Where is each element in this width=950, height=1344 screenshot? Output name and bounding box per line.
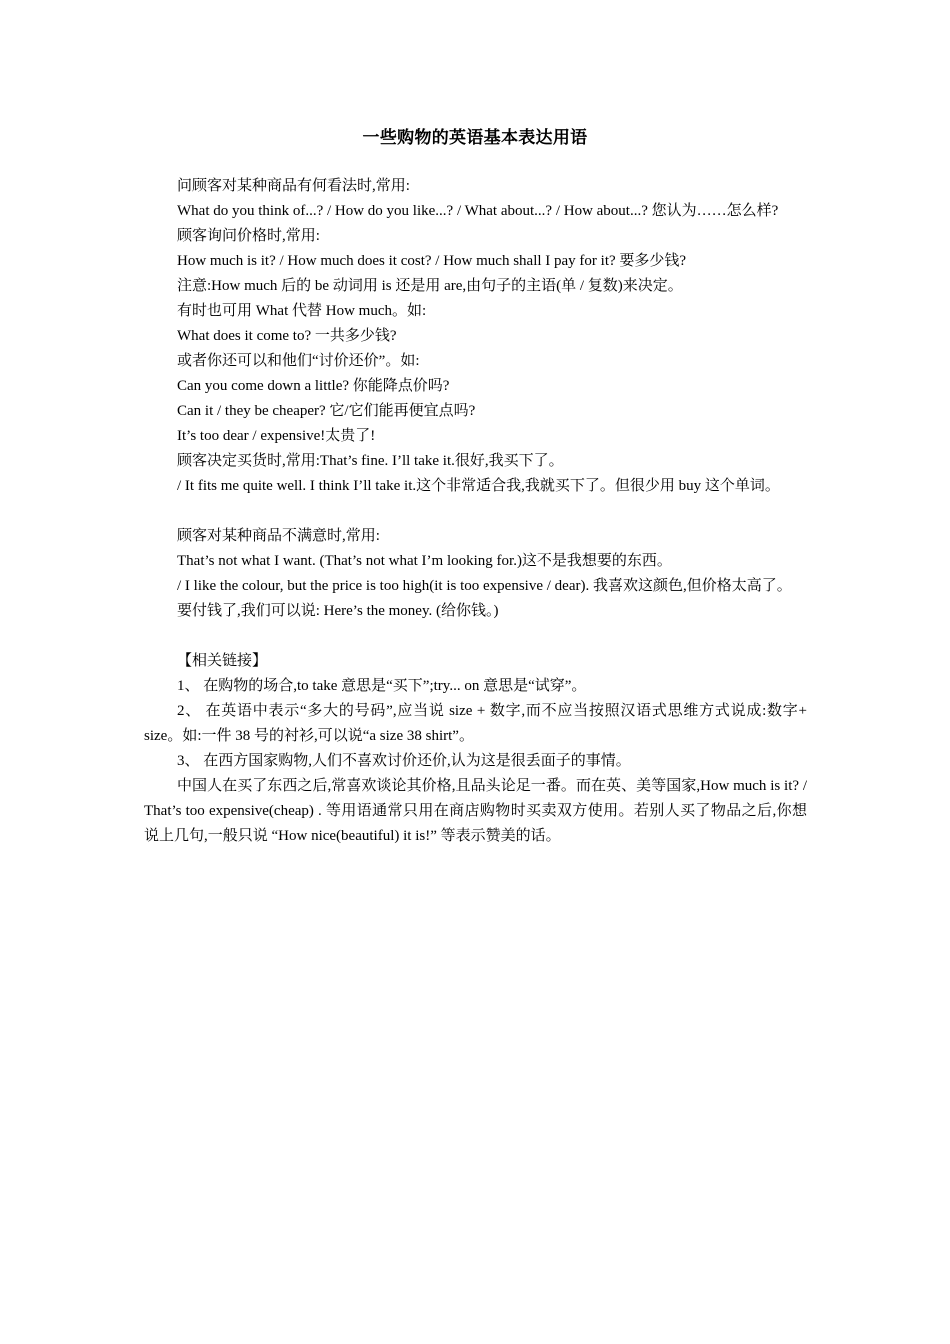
paragraph: That’s not what I want. (That’s not what I’m looking for.)这不是我想要的东西。 [177, 553, 672, 569]
paragraph: / It fits me quite well. I think I’ll take it.这个非常适合我,我就买下了。但很少用 buy 这个单词。 [177, 478, 780, 494]
paragraph: What does it come to? 一共多少钱? [177, 328, 397, 344]
paragraph: What do you think of...? / How do you like...? / What about...? / How about...? 您认为……怎么样? [177, 203, 779, 219]
blank-line [144, 624, 807, 649]
document-body [144, 174, 807, 849]
paragraph: 1、 在购物的场合,to take 意思是“买下”;try... on 意思是“试穿”。 [177, 678, 587, 694]
paragraph: 顾客决定买货时,常用:That’s fine. I’ll take it.很好,我买下了。 [177, 453, 564, 469]
paragraph: How much is it? / How much does it cost? / How much shall I pay for it? 要多少钱? [177, 253, 687, 269]
paragraph: 注意:How much 后的 be 动词用 is 还是用 are,由句子的主语(单 / 复数)来决定。 [177, 278, 683, 294]
paragraph: 问顾客对某种商品有何看法时,常用: [177, 178, 410, 194]
blank-line [144, 499, 807, 524]
paragraph: It’s too dear / expensive!太贵了! [177, 428, 376, 444]
paragraph: 中国人在买了东西之后,常喜欢谈论其价格,且品头论足一番。而在英、美等国家,How much is it? / That’s too expensive(cheap) . 等用语通常只用在商店购物时买卖双方使用。若别人买了物品之后,你想说上几句,一般只说 “How nice(beautiful) it is!” 等表示赞美的话。 [144, 778, 807, 844]
paragraph: 或者你还可以和他们“讨价还价”。如: [177, 353, 420, 369]
paragraph: 要付钱了,我们可以说: Here’s the money. (给你钱。) [177, 603, 499, 619]
paragraph: 顾客询问价格时,常用: [177, 228, 320, 244]
paragraph: 3、 在西方国家购物,人们不喜欢讨价还价,认为这是很丢面子的事情。 [177, 753, 631, 769]
paragraph: Can you come down a little? 你能降点价吗? [177, 378, 450, 394]
paragraph: Can it / they be cheaper? 它/它们能再便宜点吗? [177, 403, 476, 419]
paragraph: 2、 在英语中表示“多大的号码”,应当说 size + 数字,而不应当按照汉语式思维方式说成:数字+ size。如:一件 38 号的衬衫,可以说“a size 38 shirt”。 [144, 703, 807, 744]
paragraph: / I like the colour, but the price is too high(it is too expensive / dear). 我喜欢这颜色,但价格太高了。 [177, 578, 792, 594]
paragraph: 顾客对某种商品不满意时,常用: [177, 528, 380, 544]
paragraph: 有时也可用 What 代替 How much。如: [177, 303, 427, 319]
section-heading: 【相关链接】 [177, 653, 268, 669]
document-title: 一些购物的英语基本表达用语 [362, 128, 588, 147]
